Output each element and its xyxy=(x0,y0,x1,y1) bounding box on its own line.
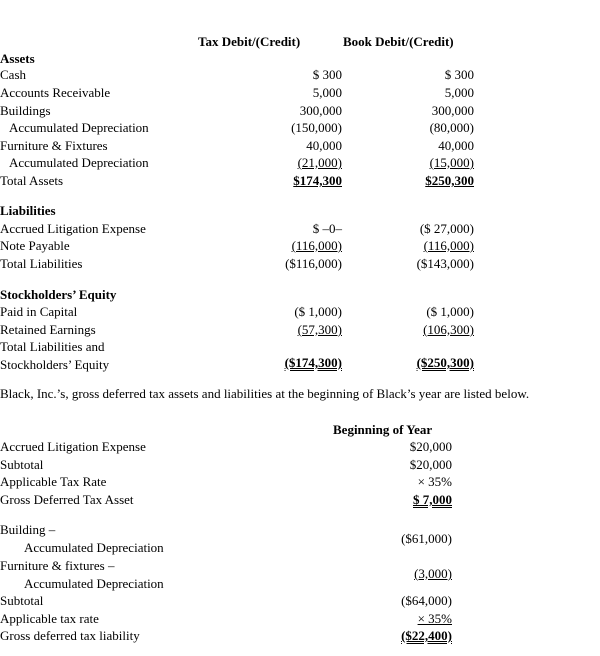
liability-book-value: ($ 27,000) xyxy=(419,221,474,236)
total-liabilities-book: ($143,000) xyxy=(416,256,474,271)
liability-label: Note Payable xyxy=(0,238,70,253)
asset-label: Accumulated Depreciation xyxy=(9,155,149,170)
liability-book-value: (116,000) xyxy=(423,238,474,253)
dtl-value: × 35% xyxy=(417,611,452,626)
asset-tax-value: 5,000 xyxy=(312,85,342,100)
total-assets-tax: $174,300 xyxy=(293,173,342,188)
book-column-header: Book Debit/(Credit) xyxy=(343,34,454,49)
dta-value: $20,000 xyxy=(409,439,452,454)
dta-label: Subtotal xyxy=(0,457,44,472)
gross-dta-label: Gross Deferred Tax Asset xyxy=(0,492,134,507)
asset-tax-value: (150,000) xyxy=(291,120,342,135)
dta-label: Applicable Tax Rate xyxy=(0,474,107,489)
assets-heading: Assets xyxy=(0,51,35,66)
dta-label: Accrued Litigation Expense xyxy=(0,439,146,454)
equity-tax-value: ($ 1,000) xyxy=(294,304,342,319)
asset-label: Buildings xyxy=(0,103,51,118)
total-assets-label: Total Assets xyxy=(0,173,64,188)
gross-dtl-label: Gross deferred tax liability xyxy=(0,628,140,643)
asset-tax-value: 40,000 xyxy=(306,138,342,153)
asset-tax-value: 300,000 xyxy=(299,103,342,118)
asset-book-value: 40,000 xyxy=(438,138,474,153)
dtl-furniture-label: Furniture & fixtures – xyxy=(0,558,115,573)
asset-tax-value: $ 300 xyxy=(312,67,342,82)
asset-label: Accounts Receivable xyxy=(0,85,111,100)
equity-label: Retained Earnings xyxy=(0,322,96,337)
tax-column-header: Tax Debit/(Credit) xyxy=(198,34,301,49)
liability-tax-value: $ –0– xyxy=(312,221,342,236)
equity-label: Paid in Capital xyxy=(0,304,78,319)
total-liabilities-tax: ($116,000) xyxy=(285,256,342,271)
total-liabilities-equity-tax: ($174,300) xyxy=(284,355,342,370)
equity-book-value: (106,300) xyxy=(423,322,474,337)
equity-tax-value: (57,300) xyxy=(297,322,342,337)
liability-tax-value: (116,000) xyxy=(291,238,342,253)
total-liabilities-equity-book: ($250,300) xyxy=(416,355,474,370)
asset-label: Furniture & Fixtures xyxy=(0,138,108,153)
total-liabilities-equity-label: Stockholders’ Equity xyxy=(0,357,110,372)
total-liabilities-equity-label: Total Liabilities and xyxy=(0,339,105,354)
total-assets-book: $250,300 xyxy=(425,173,474,188)
dta-value: $20,000 xyxy=(409,457,452,472)
asset-book-value: $ 300 xyxy=(444,67,474,82)
asset-book-value: 5,000 xyxy=(444,85,474,100)
dtl-label: Applicable tax rate xyxy=(0,611,99,626)
gross-dta-value: $ 7,000 xyxy=(413,492,452,507)
dta-value: × 35% xyxy=(417,474,452,489)
total-liabilities-label: Total Liabilities xyxy=(0,256,83,271)
asset-tax-value: (21,000) xyxy=(297,155,342,170)
asset-label: Cash xyxy=(0,67,26,82)
dtl-furniture-label: Accumulated Depreciation xyxy=(24,576,164,591)
asset-book-value: (15,000) xyxy=(429,155,474,170)
dtl-building-label: Building – xyxy=(0,522,56,537)
beginning-of-year-header: Beginning of Year xyxy=(333,422,433,437)
gross-dtl-value: ($22,400) xyxy=(401,628,452,643)
asset-book-value: 300,000 xyxy=(431,103,474,118)
intro-paragraph: Black, Inc.’s, gross deferred tax assets and liabilities at the beginning of Black’s year are listed below. xyxy=(0,386,530,401)
equity-book-value: ($ 1,000) xyxy=(426,304,474,319)
liability-label: Accrued Litigation Expense xyxy=(0,221,146,236)
asset-label: Accumulated Depreciation xyxy=(9,120,149,135)
asset-book-value: (80,000) xyxy=(429,120,474,135)
dtl-value: ($64,000) xyxy=(401,593,452,608)
liabilities-heading: Liabilities xyxy=(0,203,56,218)
dtl-furniture-value: (3,000) xyxy=(414,566,452,581)
equity-heading: Stockholders’ Equity xyxy=(0,287,117,302)
dtl-building-value: ($61,000) xyxy=(401,531,452,546)
dtl-building-label: Accumulated Depreciation xyxy=(24,540,164,555)
dtl-label: Subtotal xyxy=(0,593,44,608)
